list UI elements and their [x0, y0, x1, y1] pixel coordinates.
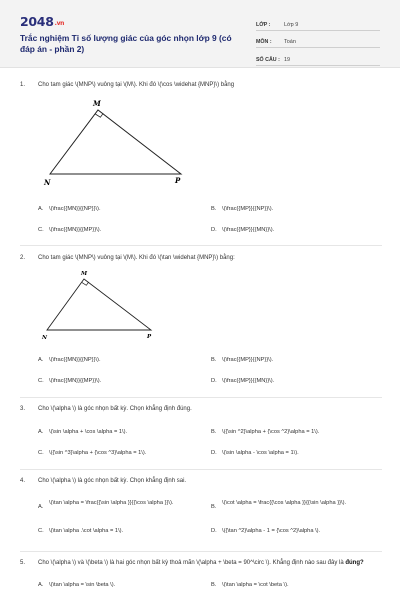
option-text: \(\sin \alpha - \cos \alpha = 1\). [222, 449, 299, 456]
question-text: Cho tam giác \(MNP\) vuông tại \(M\). Khi đó \(\tan \widehat {MNP}\) bằng: [38, 255, 235, 261]
question-text [38, 559, 386, 568]
vertex-label-p: P [147, 334, 152, 340]
question-4 [20, 477, 386, 534]
logo-text: 2048 [20, 14, 54, 29]
option-letter: D. [211, 527, 217, 534]
meta-value: Lớp 9 [284, 21, 299, 28]
option-text: \(\sin \alpha + \cos \alpha = 1\). [49, 428, 128, 435]
option-d[interactable] [211, 527, 391, 536]
vertex-label-m: M [81, 271, 88, 277]
triangle-shape [50, 110, 181, 174]
option-d[interactable] [211, 377, 381, 386]
option-text: \(\frac{{MN}}{{NP}}\). [49, 357, 101, 363]
meta-row-class [256, 15, 380, 31]
option-letter: A. [38, 206, 44, 212]
meta-panel [256, 15, 380, 68]
option-text: \(\frac{{MN}}{{NP}}\). [49, 206, 101, 212]
question-number: 5. [20, 560, 26, 566]
option-letter: A. [38, 428, 44, 435]
option-letter: C. [38, 527, 44, 534]
option-text: \({\sin ^2}\alpha + {\cos ^2}\alpha = 1\). [222, 428, 320, 435]
option-c[interactable] [38, 226, 188, 235]
option-text: \(\cot \alpha = \frac{{\cos \alpha }}{{\sin \alpha }}\). [222, 499, 347, 506]
option-a[interactable] [38, 356, 188, 365]
right-angle-mark [82, 282, 89, 285]
option-a[interactable] [38, 499, 188, 512]
section-divider [20, 397, 382, 398]
meta-row-count [256, 50, 380, 66]
option-text: \(\tan \alpha .\cot \alpha = 1\). [49, 527, 124, 534]
option-text: \({\tan ^2}\alpha - 1 = {\cos ^2}\alpha \). [222, 527, 321, 534]
vertex-label-n: N [42, 335, 48, 341]
option-text: \(\frac{{MP}}{{NP}}\). [222, 357, 274, 363]
question-text: Cho \(\alpha \) là góc nhọn bất kỳ. Chọn khẳng định sai. [38, 478, 187, 484]
section-divider [20, 469, 382, 470]
right-angle-mark [95, 113, 103, 117]
meta-label: SỐ CÂU : [256, 56, 280, 63]
option-letter: B. [211, 581, 217, 588]
question-number: 3. [20, 406, 26, 412]
option-c[interactable] [38, 527, 198, 536]
option-letter: A. [38, 503, 44, 510]
meta-label: LỚP : [256, 21, 271, 28]
option-text: \(\frac{{MN}}{{MP}}\). [49, 378, 102, 384]
triangle-figure-2 [38, 266, 168, 342]
option-letter: B. [211, 503, 217, 510]
question-3 [20, 405, 386, 456]
section-divider [20, 551, 382, 552]
option-d[interactable] [211, 449, 391, 458]
vertex-label-p: P [175, 176, 181, 185]
page-title: Trắc nghiệm Tỉ số lượng giác của góc nhọn lớp 9 (có đáp án - phần 2) [20, 33, 232, 54]
option-b[interactable] [211, 205, 381, 214]
option-b[interactable] [211, 581, 381, 590]
question-header [20, 254, 386, 263]
option-letter: D. [211, 227, 217, 233]
option-letter: D. [211, 378, 217, 384]
option-text: \(\tan \alpha = \sin \beta \). [49, 581, 116, 588]
option-text: \(\frac{{MP}}{{MN}}\). [222, 378, 275, 384]
question-number: 1. [20, 82, 26, 88]
question-header [20, 559, 386, 568]
option-a[interactable] [38, 205, 188, 214]
option-text: \(\frac{{MP}}{{NP}}\). [222, 206, 274, 212]
option-c[interactable] [38, 377, 188, 386]
question-header [20, 477, 386, 486]
option-letter: C. [38, 449, 44, 456]
option-text: \(\frac{{MN}}{{MP}}\). [49, 227, 102, 233]
triangle-shape [47, 279, 151, 330]
option-letter: D. [211, 449, 217, 456]
meta-value: Toán [284, 39, 296, 45]
section-divider [20, 245, 382, 246]
question-5 [20, 559, 386, 588]
question-text: Cho tam giác \(MNP\) vuông tại \(M\). Khi đó \(\cos \widehat {MNP}\) bằng [38, 82, 235, 88]
option-letter: B. [211, 428, 217, 435]
option-a[interactable] [38, 428, 198, 437]
option-letter: A. [38, 581, 44, 588]
question-1 [20, 81, 386, 90]
vertex-label-m: M [93, 99, 101, 108]
option-c[interactable] [38, 449, 208, 458]
option-letter: B. [211, 206, 217, 212]
option-d[interactable] [211, 226, 381, 235]
site-logo[interactable] [20, 14, 64, 29]
option-letter: C. [38, 227, 44, 233]
option-text: \({\sin ^3}\alpha + {\cos ^3}\alpha = 1\). [49, 449, 147, 456]
option-text: \(\tan \alpha = \frac{{\sin \alpha }}{{\cos \alpha }}\). [49, 499, 174, 506]
question-text-main: Cho \(\alpha \) và \(\beta \) là hai góc nhọn bất kỳ thoả mãn \(\alpha + \beta = 90^\circ \). Khẳng định nào sau đây là [38, 560, 346, 566]
vertex-label-n: N [44, 178, 51, 187]
option-text: \(\tan \alpha = \cot \beta \). [222, 581, 289, 588]
option-b[interactable] [211, 428, 391, 437]
question-header [20, 405, 386, 414]
meta-value: 19 [284, 56, 291, 63]
question-number: 4. [20, 478, 26, 484]
question-2 [20, 254, 386, 263]
question-text-emphasis: đúng? [345, 560, 364, 566]
meta-label: MÔN : [256, 39, 272, 45]
meta-row-subject [256, 33, 380, 49]
option-b[interactable] [211, 356, 381, 365]
question-number: 2. [20, 255, 26, 261]
triangle-figure-1 [38, 93, 198, 189]
option-b[interactable] [211, 499, 381, 512]
logo-tld: .vn [54, 20, 65, 27]
option-a[interactable] [38, 581, 198, 590]
question-header [20, 81, 386, 90]
option-letter: C. [38, 378, 44, 384]
option-letter: B. [211, 357, 217, 363]
page-header [0, 0, 400, 68]
question-text: Cho \(\alpha \) là góc nhọn bất kỳ. Chọn khẳng định đúng. [38, 406, 192, 412]
option-letter: A. [38, 357, 44, 363]
option-text: \(\frac{{MP}}{{MN}}\). [222, 227, 275, 233]
